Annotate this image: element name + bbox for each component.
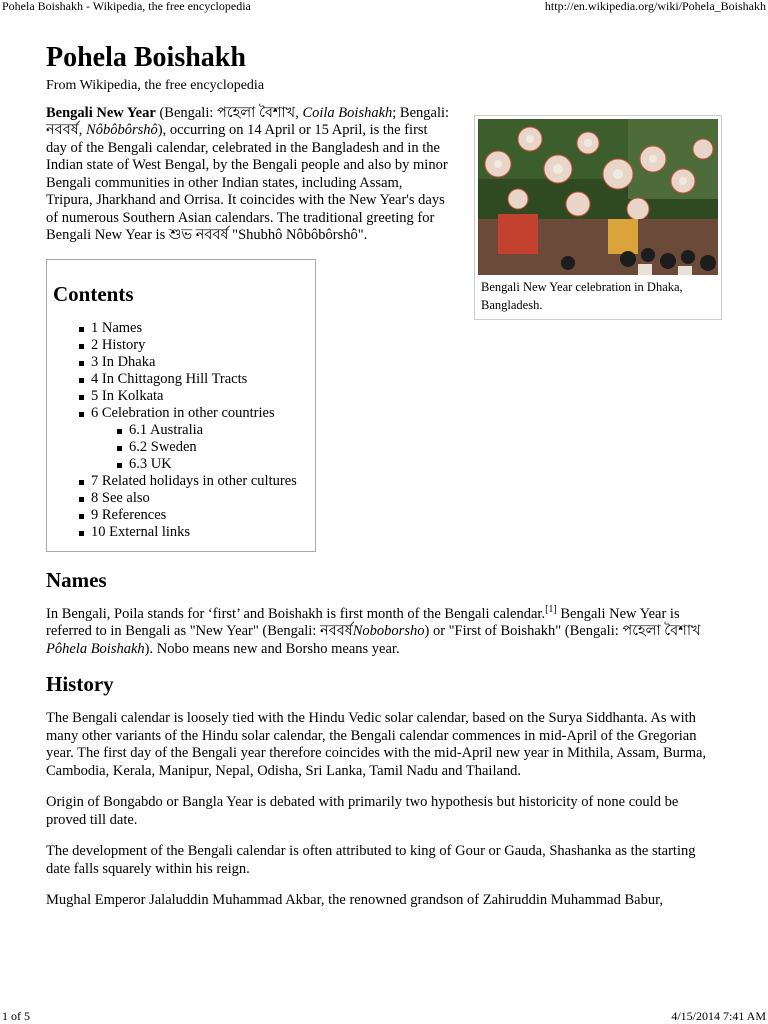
print-timestamp: 4/15/2014 7:41 AM [671,1009,766,1023]
intro-text-3: ; Bengali: [392,104,450,121]
table-of-contents [46,259,316,552]
names-italic-2: Pôhela Boishakh [46,640,145,657]
figure-caption: Bengali New Year celebration in Dhaka, Bangladesh. [481,279,683,312]
toc-item-external-links[interactable]: 10 External links [53,524,309,541]
names-bengali-2: পহেলা বৈশাখ [622,623,701,639]
intro-bengali-3: শুভ নববর্ষ [168,227,229,243]
page-number: 1 of 5 [2,1009,30,1023]
celebration-photo[interactable] [478,119,718,275]
page-title: Pohela Boishakh [46,42,246,73]
intro-bengali-2[interactable]: নববর্ষ [46,122,79,138]
history-paragraph-4: Mughal Emperor Jalaluddin Muhammad Akbar, the renowned grandson of Zahiruddin Muhammad Babur, [46,892,663,908]
figure-thumbnail [474,115,722,320]
history-paragraph-1: The Bengali calendar is loosely tied with the Hindu Vedic solar calendar, based on the Surya Siddhanta. As with many other variants of the Hindu solar calendar, the Bengali calendar commences in mid-April of the Gregorian year. The first day of the Bengali year therefore coincides with the mid-April new year in Mithila, Assam, Burma, Cambodia, Kerala, Manipur, Nepal, Odisha, Sri Lanka, Tamil Nadu and Thailand. [46,710,707,779]
intro-text-6: "Shubhô Nôbôbôrshô". [228,227,368,243]
toc-item-names[interactable]: 1 Names [53,320,309,337]
print-header-url[interactable]: http://en.wikipedia.org/wiki/Pohela_Boishakh [544,0,766,13]
intro-italic-1: Coila Boishakh [302,104,393,121]
intro-text-2: , [295,104,303,121]
toc-item-related-holidays[interactable]: 7 Related holidays in other cultures [53,473,309,490]
toc-item-celebration-other-countries[interactable]: 6 Celebration in other countries [53,405,309,422]
names-text-3: ) or "First of Boishakh" (Bengali: [424,623,623,639]
toc-item-history[interactable]: 2 History [53,337,309,354]
toc-item-uk[interactable]: 6.3 UK [53,456,309,473]
intro-bengali-1[interactable]: পহেলা বৈশাখ [217,104,296,121]
toc-item-sweden[interactable]: 6.2 Sweden [53,439,309,456]
intro-text-1: (Bengali: [155,104,218,121]
names-text-2: Bengali New Year is referred to in Bengali as "New Year" (Bengali: [46,605,680,639]
article-content [46,42,722,924]
intro-text-4: , [78,122,87,138]
page-subtitle: From Wikipedia, the free encyclopedia [46,78,265,93]
toc-item-australia[interactable]: 6.1 Australia [53,422,309,439]
history-paragraph-3: The development of the Bengali calendar is often attributed to king of Gour or Gauda, Shashanka as the starting date falls squarely within his reign. [46,843,696,877]
names-text-1: In Bengali, Poila stands for ‘first’ and Boishakh is first month of the Bengali calendar. [46,605,546,622]
toc-item-see-also[interactable]: 8 See also [53,490,309,507]
toc-item-in-dhaka[interactable]: 3 In Dhaka [53,354,309,371]
print-header-title: Pohela Boishakh - Wikipedia, the free encyclopedia [2,0,251,13]
names-bengali-1: নববর্ষ [319,623,353,639]
names-paragraph [46,603,722,659]
section-heading-history: History [46,672,114,696]
toc-title: Contents [53,281,134,306]
intro-text-5: ), occurring on 14 April or 15 April, is the first day of the Bengali calendar, celebrated in the Bangladesh and in the Indian state of West Bengal, by the Bengali people and also by minor Bengali communities in other Indian states, including Assam, Tripura, Jharkhand and Orrisa. It coincides with the New Year's days of numerous Southern Asian calendars. The traditional greeting for Bengali New Year is [46,122,448,243]
names-italic-1: Noboborsho [352,623,425,639]
section-heading-names: Names [46,567,107,592]
toc-item-references[interactable]: 9 References [53,507,309,524]
names-text-4: ). Nobo means new and Borsho means year. [144,640,400,657]
print-footer [0,1010,768,1024]
intro-italic-2: Nôbôbôrshô [86,122,158,138]
toc-item-in-chittagong-hill-tracts[interactable]: 4 In Chittagong Hill Tracts [53,371,309,388]
citation-1[interactable]: [1] [545,603,557,615]
toc-item-in-kolkata[interactable]: 5 In Kolkata [53,388,309,405]
toc-list [53,320,309,541]
intro-bold-term: Bengali New Year [46,104,156,121]
history-paragraph-2: Origin of Bongabdo or Bangla Year is debated with primarily two hypothesis but historicity of none could be proved till date. [46,794,679,828]
print-header [0,0,768,14]
